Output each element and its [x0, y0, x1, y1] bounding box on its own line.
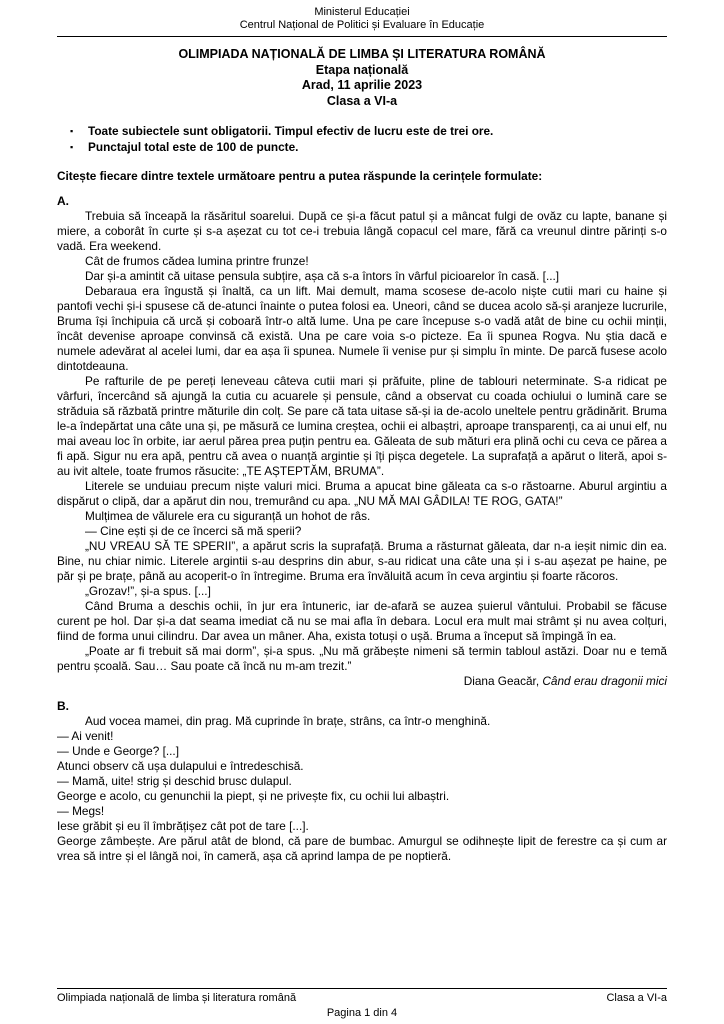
rule-text: Toate subiectele sunt obligatorii. Timpul efectiv de lucru este de trei ore. — [88, 124, 494, 138]
text-a-paragraph: „Poate ar fi trebuit să mai dorm”, și-a spus. „Nu mă grăbește nimeni să termin tabloul astăzi. Doar nu e temă pentru școală. Sau… Sau poate că încă nu m-am trezit.” — [57, 644, 667, 673]
text-a-paragraph: Mulțimea de vălurele era cu siguranță un hohot de râs. — [85, 509, 371, 523]
work-title: Când erau dragonii mici — [542, 674, 667, 688]
bullet-icon: ▪ — [70, 126, 74, 136]
text-a-paragraph: Literele se unduiau precum niște valuri mici. Bruma a apucat bine găleata ca s-o răstoarne. Aburul argintiu a dispărut o clipă, dar a apărut din nou, tremurând cu apa. „NU MĂ MAI GÂDILA! TE ROG, GATA!” — [57, 479, 667, 508]
center-line: Centrul Național de Politici și Evaluare în Educație — [239, 19, 485, 31]
ministry-line: Ministerul Educației — [314, 6, 410, 18]
ministry-header — [57, 6, 667, 32]
text-a-paragraph: „Grozav!”, și-a spus. [...] — [85, 584, 211, 598]
header-divider — [57, 36, 667, 37]
text-b-paragraph: Iese grăbit și eu îl îmbrățișez cât pot de tare [...]. — [57, 819, 309, 833]
olympiad-title: OLIMPIADA NAȚIONALĂ DE LIMBA ȘI LITERATURA ROMÂNĂ — [178, 47, 546, 61]
text-a-body — [57, 209, 667, 689]
text-a-paragraph: Cât de frumos cădea lumina printre frunze! — [85, 254, 309, 268]
text-b-dialogue-line: — Mamă, uite! strig și deschid brusc dulapul. — [57, 774, 292, 788]
text-a-paragraph: Dar și-a amintit că uitase pensula subțire, așa că s-a întors în vârful picioarelor în casă. [...] — [85, 269, 560, 283]
title-block — [57, 47, 667, 109]
page-footer — [57, 984, 667, 1020]
rule-item — [57, 123, 667, 139]
text-b-paragraph: Atunci observ că ușa dulapului e întredeschisă. — [57, 759, 304, 773]
text-a-paragraph: Trebuia să înceapă la răsăritul soarelui. După ce și-a făcut patul și a mâncat fulgi de ovăz cu lapte, banane și miere, a coborât în curte și s-a așezat cu tot ce-i trebuia lângă copacul cel mare, fără ca vreunul dintre părinți s-o vadă. Era weekend. — [57, 209, 667, 253]
text-a-paragraph: Pe rafturile de pe pereți leneveau câteva cutii mari și prăfuite, pline de tablouri neterminate. S-a ridicat pe vârfuri, încercând să ajungă la cutia cu acuarele și pensule, când a observat cu coada ochiului o lumină care se străduia să răzbată printre măturile din colț. Se pare că tata uitase să-și ia de-acolo uneltele pentru grădinărit. Bruma le-a îndepărtat una câte una și, pe măsură ce lumina creștea, ochii ei albaștri, aproape transparenți, ca ai unui elf, nu mai aveau loc în orbite, iar aerul părea prea puțin pentru ea. Găleata de sub mături era plină ochi cu ceva ce părea a fi apă. Sigur nu era apă, pentru că avea o nuanță argintie și îți pișca degetele. La suprafață a apărut o literă, apoi s-au ivit altele, toate frumos răsucite: „TE AȘTEPTĂM, BRUMA”. — [57, 374, 667, 478]
author-name: Diana Geacăr, — [463, 674, 543, 688]
page-number: Pagina 1 din 4 — [326, 1007, 398, 1019]
location-date: Arad, 11 aprilie 2023 — [301, 78, 423, 92]
text-b-dialogue-line: — Ai venit! — [57, 729, 114, 743]
footer-exam-name: Olimpiada națională de limba și literatura română — [57, 992, 297, 1004]
bullet-icon: ▪ — [70, 142, 74, 152]
footer-row — [57, 991, 667, 1005]
text-a-paragraph: Când Bruma a deschis ochii, în jur era întuneric, iar de-afară se auzea șuierul vântului. Probabil se făcuse curent pe hol. Dar și-a dat seama imediat că nu se mai afla în debara. Locul era mult mai strâmt și nu avea colțuri, fiind de forma unui cilindru. Dar avea un mâner. Aha, exista totuși o ușă. Bruma a început să împingă în ea. — [57, 599, 667, 643]
text-a-paragraph: Debaraua era îngustă și înaltă, ca un lift. Mai demult, mama scosese de-acolo niște cutii mari cu haine și pantofi vechi și-i spusese că de-atunci înainte o putea folosi ea. Uneori, când se ducea acolo să-și aranjeze lucrurile, Bruma își închipuia că urcă și coboară într-o altă lume. Una pe care începuse s-o vadă atât de bine cu ochii minții, încât devenise aproape convinsă că există. Una pe care voia s-o picteze. Ea îi spunea Rogva. Nu știa dacă e numele adevărat al acelei lumi, dar ea așa îi spunea. Numele îi venise pur și simplu în minte. De parcă fusese acolo dintotdeauna. — [57, 284, 667, 373]
exam-rules — [57, 123, 667, 155]
rule-item — [57, 139, 667, 155]
text-b-body — [57, 714, 667, 864]
text-a-paragraph: „NU VREAU SĂ TE SPERII”, a apărut scris la suprafață. Bruma a răsturnat găleata, dar n-a ieșit nimic din ea. Bine, nu chiar nimic. Literele argintii s-au desprins din abur, s-au ridicat una câte una și i s-au așezat pe haine, pe păr și pe brațe, până au acoperit-o în întregime. Bruma era învăluită acum în ceva argintiu și foarte răcoros. — [57, 539, 667, 583]
text-a-dialogue-line: — Cine ești și de ce încerci să mă sperii? — [85, 524, 302, 538]
text-b-dialogue-line: — Unde e George? [...] — [57, 744, 179, 758]
text-b-paragraph: George zâmbește. Are părul atât de blond, că pare de bumbac. Amurgul se odihnește lipit de ferestre ca și cum ar vrea să intre și el lângă noi, în cameră, așa că aprind lampa de pe noptieră. — [57, 834, 667, 863]
footer-divider — [57, 988, 667, 989]
rule-text: Punctajul total este de 100 de puncte. — [88, 140, 299, 154]
stage-subtitle: Etapa națională — [315, 62, 409, 77]
text-b-paragraph: George e acolo, cu genunchii la piept, și ne privește fix, cu ochii lui albaștri. — [57, 789, 450, 803]
text-b-paragraph: Aud vocea mamei, din prag. Mă cuprinde în brațe, strâns, ca într-o menghină. — [85, 714, 491, 728]
section-a-label: A. — [57, 194, 69, 208]
footer-grade: Clasa a VI-a — [606, 992, 667, 1004]
text-a-attribution — [57, 674, 667, 689]
text-b-dialogue-line: — Megs! — [57, 804, 105, 818]
section-b-label: B. — [57, 699, 69, 713]
reading-instruction: Citește fiecare dintre textele următoare pentru a putea răspunde la cerințele formulate: — [57, 169, 543, 183]
grade-level: Clasa a VI-a — [326, 93, 398, 108]
